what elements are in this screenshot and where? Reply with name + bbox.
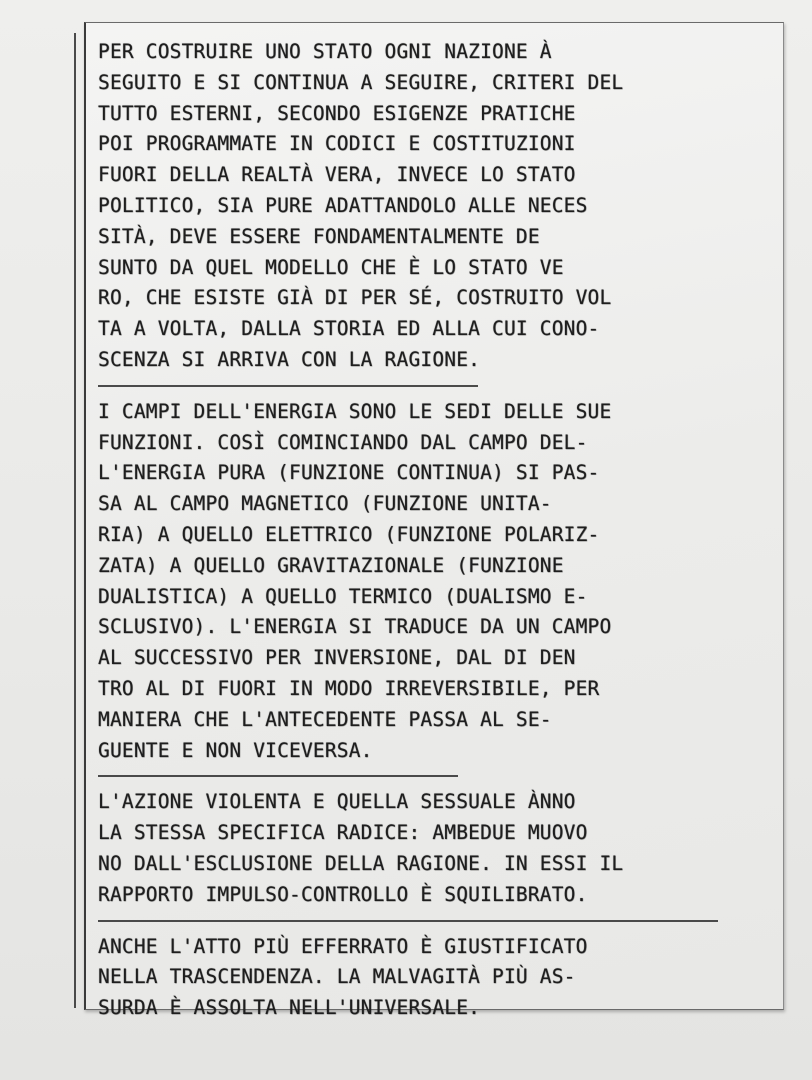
text-line: DUALISTICA) A QUELLO TERMICO (DUALISMO E- bbox=[98, 584, 588, 608]
text-line: TRO AL DI FUORI IN MODO IRREVERSIBILE, PER bbox=[98, 676, 600, 700]
text-line: TA A VOLTA, DALLA STORIA ED ALLA CUI CONO- bbox=[98, 317, 600, 341]
text-line: I CAMPI DELL'ENERGIA SONO LE SEDI DELLE SUE bbox=[98, 399, 612, 423]
text-line: NELLA TRASCENDENZA. LA MALVAGITÀ PIÙ AS- bbox=[98, 965, 576, 989]
text-line: POI PROGRAMMATE IN CODICI E COSTITUZIONI bbox=[98, 132, 576, 156]
text-line: NO DALL'ESCLUSIONE DELLA RAGIONE. IN ESSI IL bbox=[98, 851, 624, 875]
text-line: SCENZA SI ARRIVA CON LA RAGIONE. bbox=[98, 347, 481, 371]
text-line: LA STESSA SPECIFICA RADICE: AMBEDUE MUOVO bbox=[98, 821, 588, 845]
paragraph-1 bbox=[98, 37, 773, 376]
paragraph-4 bbox=[98, 932, 773, 1024]
text-line: SURDA È ASSOLTA NELL'UNIVERSALE. bbox=[98, 996, 481, 1020]
section-divider bbox=[98, 920, 718, 922]
text-line: RIA) A QUELLO ELETTRICO (FUNZIONE POLARIZ- bbox=[98, 522, 600, 546]
text-line: RAPPORTO IMPULSO-CONTROLLO È SQUILIBRATO. bbox=[98, 882, 588, 906]
text-line: ANCHE L'ATTO PIÙ EFFERRATO È GIUSTIFICATO bbox=[98, 934, 588, 958]
text-line: FUNZIONI. COSÌ COMINCIANDO DAL CAMPO DEL- bbox=[98, 430, 588, 454]
section-divider bbox=[98, 775, 458, 777]
text-line: AL SUCCESSIVO PER INVERSIONE, DAL DI DEN bbox=[98, 646, 576, 670]
paragraph-2 bbox=[98, 397, 773, 767]
section-divider bbox=[98, 385, 478, 387]
text-line: SA AL CAMPO MAGNETICO (FUNZIONE UNITA- bbox=[98, 492, 552, 516]
text-line: GUENTE E NON VICEVERSA. bbox=[98, 738, 373, 762]
text-line: SEGUITO E SI CONTINUA A SEGUIRE, CRITERI DEL bbox=[98, 70, 624, 94]
text-line: SCLUSIVO). L'ENERGIA SI TRADUCE DA UN CAMPO bbox=[98, 615, 612, 639]
text-line: TUTTO ESTERNI, SECONDO ESIGENZE PRATICHE bbox=[98, 101, 576, 125]
text-line: SUNTO DA QUEL MODELLO CHE È LO STATO VE bbox=[98, 255, 564, 279]
left-margin-rule bbox=[74, 33, 76, 1008]
text-line: SITÀ, DEVE ESSERE FONDAMENTALMENTE DE bbox=[98, 224, 540, 248]
text-line: MANIERA CHE L'ANTECEDENTE PASSA AL SE- bbox=[98, 707, 552, 731]
text-line: RO, CHE ESISTE GIÀ DI PER SÉ, COSTRUITO VOL bbox=[98, 286, 612, 310]
text-line: POLITICO, SIA PURE ADATTANDOLO ALLE NECES bbox=[98, 193, 588, 217]
paragraph-3 bbox=[98, 787, 773, 910]
text-line: L'AZIONE VIOLENTA E QUELLA SESSUALE ÀNNO bbox=[98, 790, 576, 814]
text-line: L'ENERGIA PURA (FUNZIONE CONTINUA) SI PAS- bbox=[98, 461, 600, 485]
text-line: FUORI DELLA REALTÀ VERA, INVECE LO STATO bbox=[98, 163, 576, 187]
text-line: PER COSTRUIRE UNO STATO OGNI NAZIONE À bbox=[98, 40, 552, 63]
text-line: ZATA) A QUELLO GRAVITAZIONALE (FUNZIONE bbox=[98, 553, 564, 577]
handwritten-manuscript-page bbox=[84, 22, 784, 1020]
